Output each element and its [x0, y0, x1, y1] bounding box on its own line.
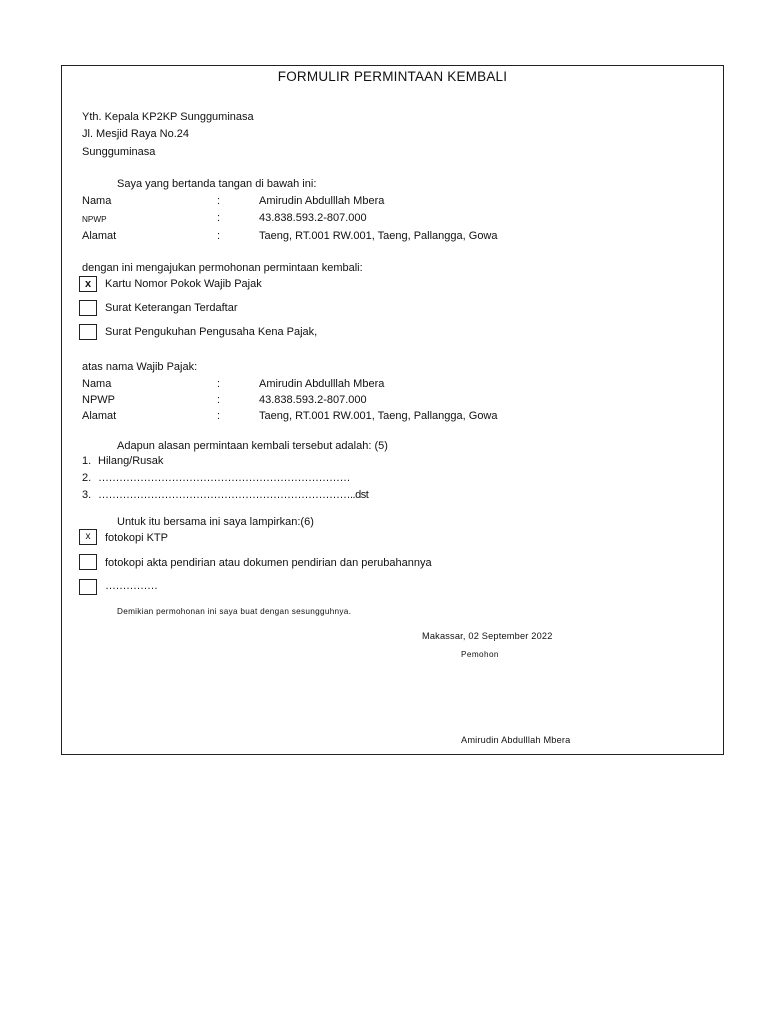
- applicant-address-label: Alamat: [82, 230, 117, 242]
- request-intro: dengan ini mengajukan permohonan permintaan kembali:: [82, 262, 363, 274]
- applicant-address-value: Taeng, RT.001 RW.001, Taeng, Pallangga, Gowa: [259, 230, 498, 242]
- taxpayer-npwp-value: 43.838.593.2-807.000: [259, 394, 367, 406]
- attachment-checkbox-ktp[interactable]: x: [79, 529, 97, 545]
- doc-label-skt: Surat Keterangan Terdaftar: [105, 302, 238, 314]
- taxpayer-name-colon: :: [217, 378, 221, 390]
- reasons-intro: Adapun alasan permintaan kembali tersebut adalah: (5): [117, 440, 388, 452]
- taxpayer-intro: atas nama Wajib Pajak:: [82, 361, 198, 373]
- form-frame: [61, 65, 724, 755]
- attachments-intro: Untuk itu bersama ini saya lampirkan:(6): [117, 516, 314, 528]
- reason-2-number: 2.: [82, 472, 92, 484]
- signer-role: Pemohon: [461, 650, 499, 659]
- form-title: FORMULIR PERMINTAAN KEMBALI: [277, 69, 508, 84]
- closing-statement: Demikian permohonan ini saya buat dengan sesungguhnya.: [117, 607, 352, 616]
- applicant-name-value: Amirudin Abdulllah Mbera: [259, 195, 385, 207]
- reason-2-text: ………………………………………………………………: [98, 472, 350, 484]
- attachment-label-deed: fotokopi akta pendirian atau dokumen pendirian dan perubahannya: [105, 557, 432, 569]
- applicant-npwp-value: 43.838.593.2-807.000: [259, 212, 367, 224]
- taxpayer-address-label: Alamat: [82, 410, 117, 422]
- taxpayer-npwp-label: NPWP: [82, 394, 115, 406]
- applicant-npwp-colon: :: [217, 212, 221, 224]
- taxpayer-npwp-colon: :: [217, 394, 221, 406]
- reason-1-text: Hilang/Rusak: [98, 455, 164, 467]
- attachment-checkbox-other[interactable]: [79, 579, 97, 595]
- intro-text: Saya yang bertanda tangan di bawah ini:: [117, 178, 317, 190]
- taxpayer-address-colon: :: [217, 410, 221, 422]
- reason-1-number: 1.: [82, 455, 92, 467]
- applicant-name-label: Nama: [82, 195, 112, 207]
- taxpayer-name-value: Amirudin Abdulllah Mbera: [259, 378, 385, 390]
- applicant-name-colon: :: [217, 195, 221, 207]
- recipient-line-2: Jl. Mesjid Raya No.24: [82, 128, 189, 140]
- recipient-line-1: Yth. Kepala KP2KP Sungguminasa: [82, 111, 254, 123]
- signer-name: Amirudin Abdulllah Mbera: [461, 735, 571, 745]
- applicant-address-colon: :: [217, 230, 221, 242]
- attachment-checkbox-deed[interactable]: [79, 554, 97, 570]
- doc-checkbox-skt[interactable]: [79, 300, 97, 316]
- place-date: Makassar, 02 September 2022: [422, 631, 553, 641]
- reason-3-text: ………………………………………………………………..dst: [98, 489, 369, 501]
- doc-label-pkp: Surat Pengukuhan Pengusaha Kena Pajak,: [105, 326, 318, 338]
- attachment-label-ktp: fotokopi KTP: [105, 532, 168, 544]
- taxpayer-name-label: Nama: [82, 378, 112, 390]
- reason-3-number: 3.: [82, 489, 92, 501]
- doc-checkbox-pkp[interactable]: [79, 324, 97, 340]
- taxpayer-address-value: Taeng, RT.001 RW.001, Taeng, Pallangga, Gowa: [259, 410, 498, 422]
- recipient-line-3: Sungguminasa: [82, 146, 156, 158]
- applicant-npwp-label: NPWP: [82, 215, 107, 224]
- doc-checkbox-npwp-card[interactable]: x: [79, 276, 97, 292]
- doc-label-npwp-card: Kartu Nomor Pokok Wajib Pajak: [105, 278, 262, 290]
- attachment-label-other: ……………: [105, 580, 158, 592]
